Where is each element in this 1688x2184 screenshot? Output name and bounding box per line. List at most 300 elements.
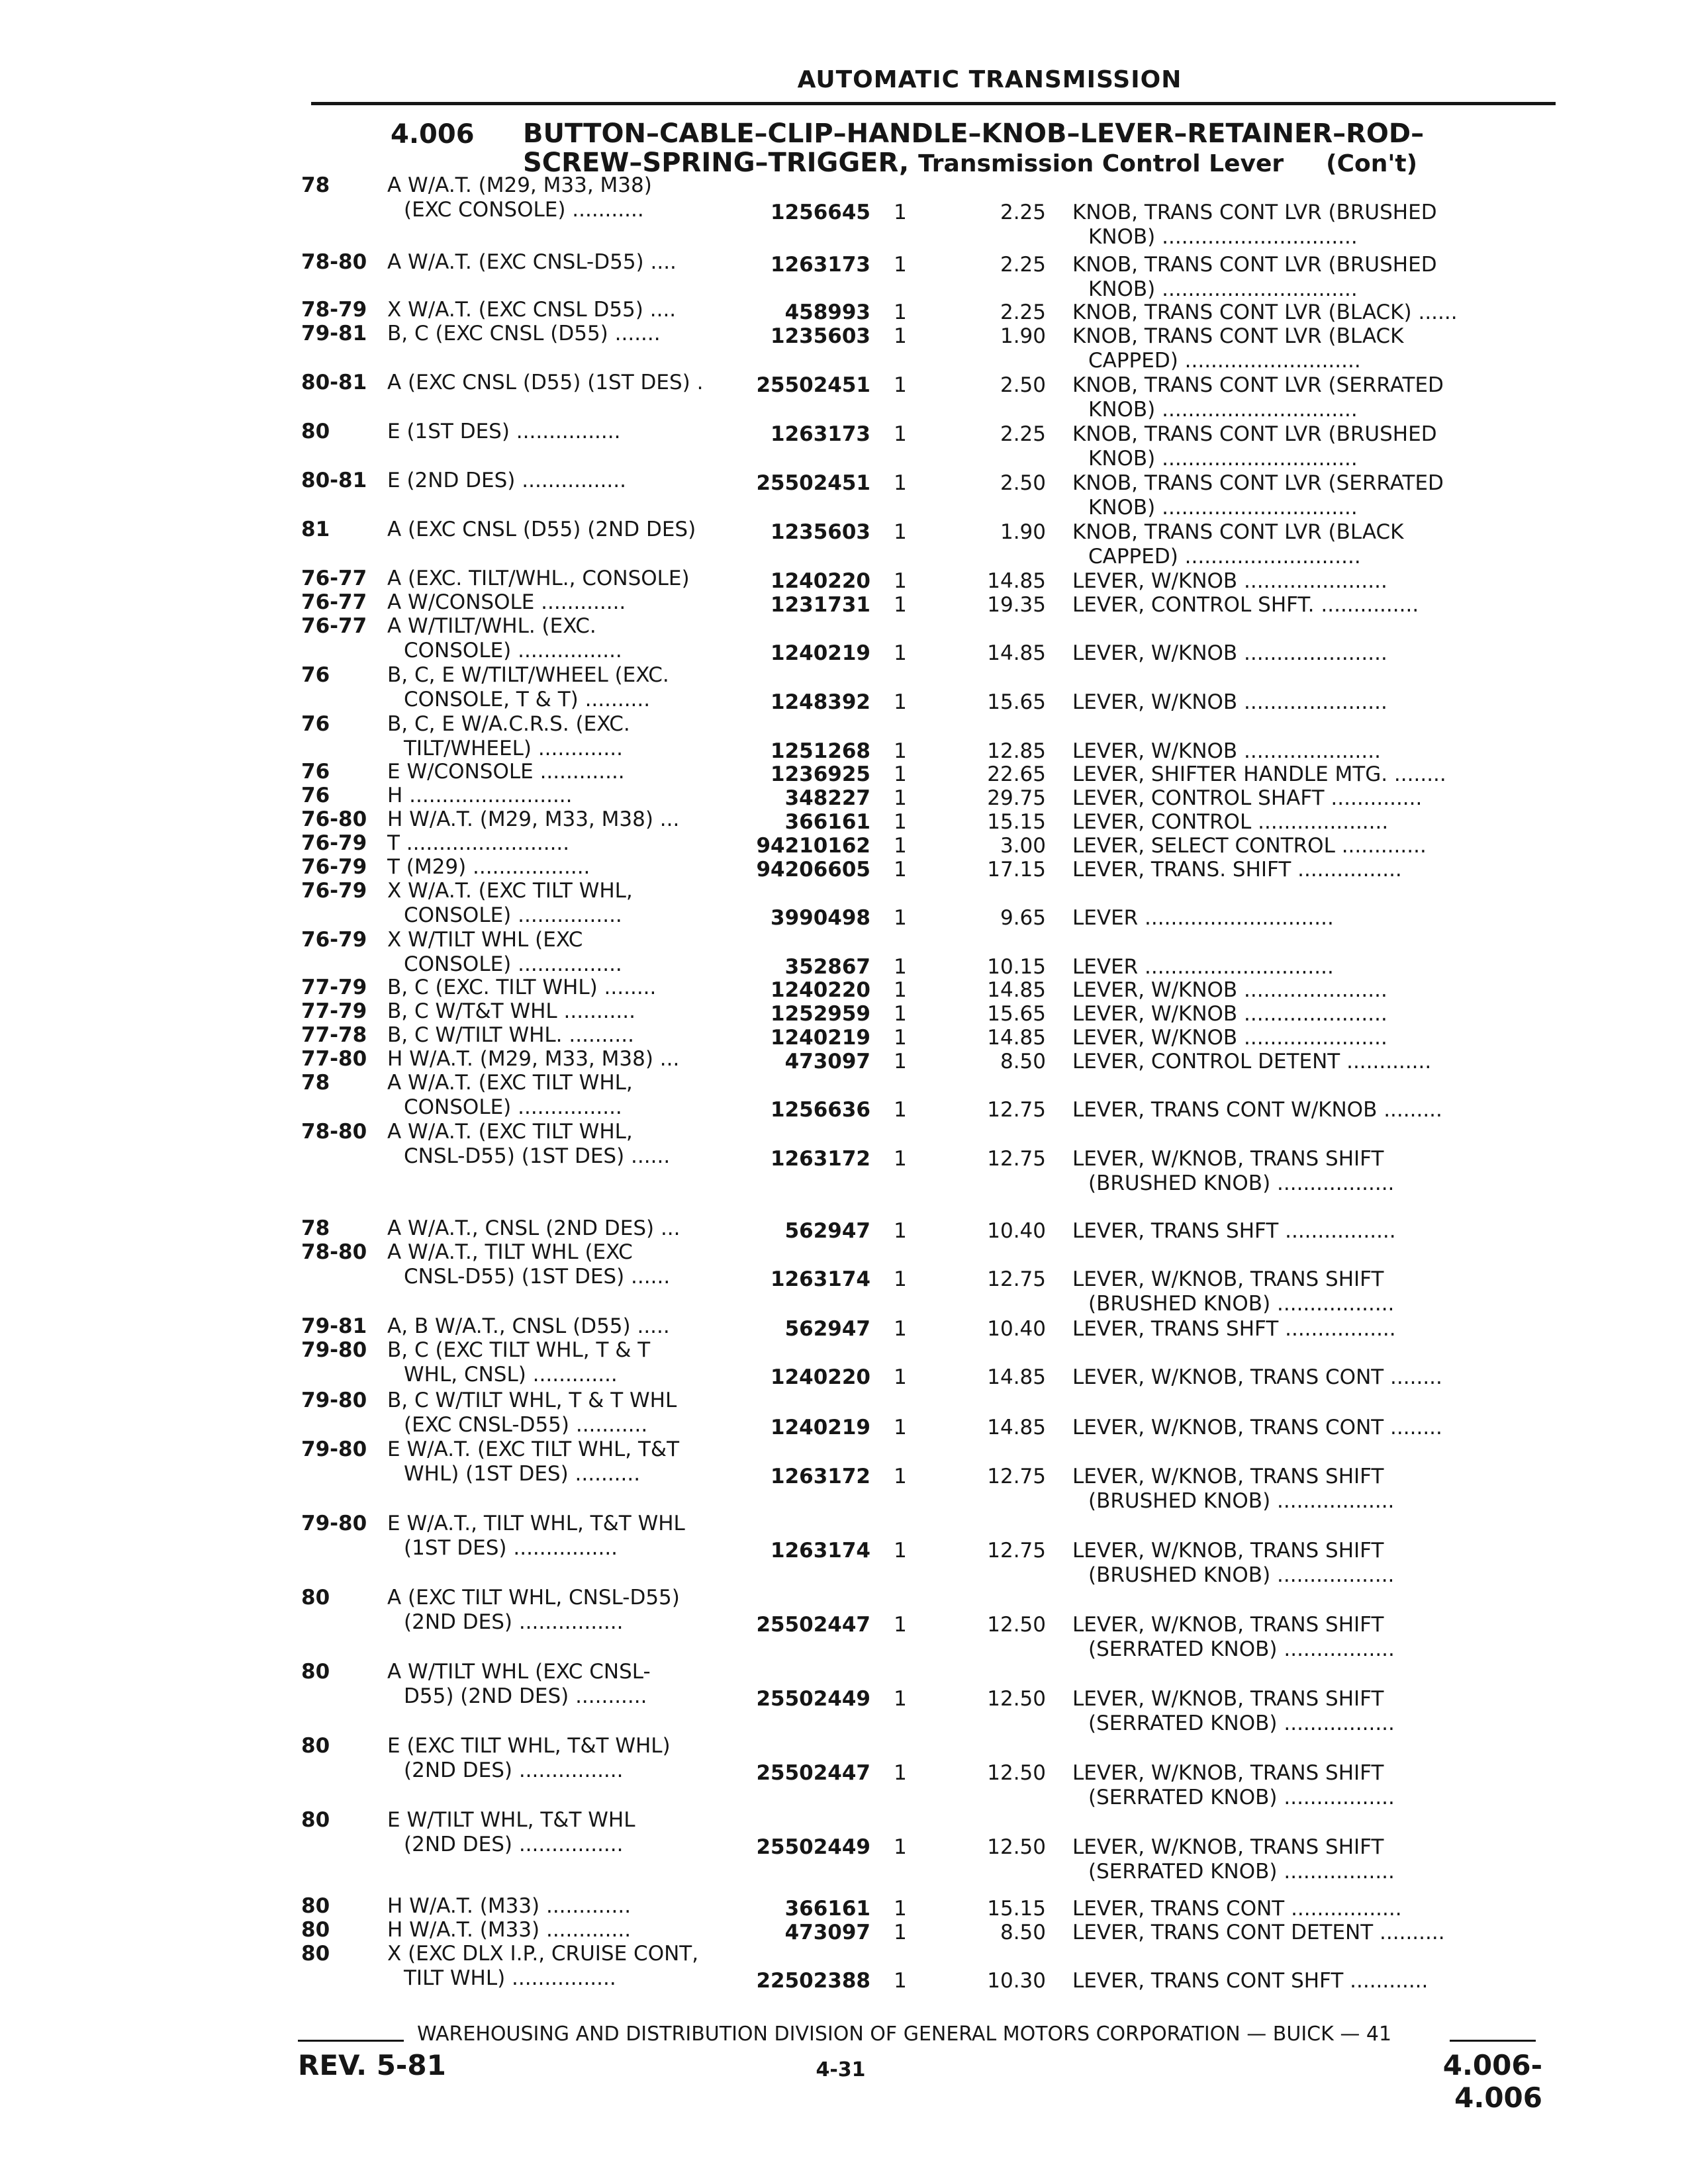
quantity: 1 — [894, 300, 907, 324]
application-line-1: E (2ND DES) ................ — [387, 469, 626, 492]
part-name-line-1: KNOB, TRANS CONT LVR (BLACK — [1072, 520, 1404, 544]
application-line-1: A W/A.T., TILT WHL (EXC — [387, 1240, 633, 1264]
part-name-line-1: LEVER, W/KNOB, TRANS CONT ........ — [1072, 1365, 1442, 1389]
part-name — [1072, 1002, 1556, 1026]
part-name — [1072, 300, 1556, 325]
application-line-2: CNSL-D55) (1ST DES) ...... — [404, 1265, 671, 1289]
quantity: 1 — [894, 762, 907, 786]
quantity: 1 — [894, 1026, 907, 1050]
model-year: 80-81 — [301, 469, 367, 492]
model-year: 79-81 — [301, 1314, 367, 1338]
quantity: 1 — [894, 906, 907, 930]
quantity: 1 — [894, 1317, 907, 1341]
part-number: 1263172 — [771, 1465, 870, 1488]
part-number: 1240219 — [771, 1416, 870, 1439]
part-number: 562947 — [784, 1317, 870, 1341]
part-name-line-1: LEVER, W/KNOB, TRANS SHIFT — [1072, 1147, 1384, 1171]
part-name-line-1: LEVER, W/KNOB, TRANS SHIFT — [1072, 1761, 1384, 1785]
part-number: 3990498 — [771, 906, 870, 930]
part-name — [1072, 593, 1556, 617]
price: 29.75 — [987, 786, 1046, 810]
part-name-line-1: LEVER, CONTROL .................... — [1072, 810, 1389, 834]
revision-label: REV. 5-81 — [298, 2049, 446, 2081]
part-name — [1072, 520, 1556, 569]
price: 3.00 — [1000, 834, 1046, 858]
price: 12.75 — [987, 1267, 1046, 1291]
part-name-line-1: LEVER, W/KNOB, TRANS SHIFT — [1072, 1687, 1384, 1711]
quantity: 1 — [894, 1897, 907, 1921]
model-year: 76 — [301, 663, 330, 687]
part-name-line-1: LEVER, TRANS CONT W/KNOB ......... — [1072, 1098, 1442, 1122]
model-year: 80 — [301, 420, 330, 443]
model-year: 76-79 — [301, 831, 367, 855]
part-number: 25502449 — [756, 1687, 870, 1711]
part-number: 348227 — [784, 786, 870, 810]
application-line-2: (2ND DES) ................ — [404, 1833, 624, 1856]
quantity: 1 — [894, 201, 907, 224]
part-name-line-2: (SERRATED KNOB) ................. — [1088, 1786, 1395, 1809]
model-year: 76-79 — [301, 879, 367, 903]
part-name-line-2: KNOB) .............................. — [1088, 398, 1358, 422]
group-range: 4.006-4.006 — [1442, 2049, 1542, 2114]
part-name-line-1: LEVER, W/KNOB ..................... — [1072, 739, 1381, 763]
part-number: 1235603 — [771, 520, 870, 544]
quantity: 1 — [894, 1539, 907, 1563]
quantity: 1 — [894, 471, 907, 495]
part-number: 473097 — [784, 1921, 870, 1944]
application-line-2: CONSOLE) ................ — [404, 952, 622, 976]
part-name — [1072, 1761, 1556, 1810]
price: 14.85 — [987, 569, 1046, 593]
part-name — [1072, 1465, 1556, 1514]
part-name-line-1: KNOB, TRANS CONT LVR (SERRATED — [1072, 471, 1444, 495]
quantity: 1 — [894, 1365, 907, 1389]
part-number: 1256645 — [771, 201, 870, 224]
model-year: 80 — [301, 1586, 330, 1610]
quantity: 1 — [894, 569, 907, 593]
part-name-line-1: LEVER, TRANS CONT DETENT .......... — [1072, 1921, 1445, 1944]
application-line-2: (EXC CONSOLE) ........... — [404, 198, 644, 222]
application-line-1: E W/A.T., TILT WHL, T&T WHL — [387, 1512, 685, 1535]
part-number: 25502449 — [756, 1835, 870, 1859]
footer-rule-right — [1450, 2040, 1536, 2042]
part-name — [1072, 471, 1556, 520]
application-line-2: CONSOLE) ................ — [404, 639, 622, 662]
model-year: 76-77 — [301, 590, 367, 614]
model-year: 76-77 — [301, 567, 367, 590]
part-name-line-1: KNOB, TRANS CONT LVR (BRUSHED — [1072, 201, 1437, 224]
model-year: 76-77 — [301, 614, 367, 638]
price: 12.75 — [987, 1147, 1046, 1171]
part-name-line-1: LEVER ............................. — [1072, 906, 1334, 930]
part-name — [1072, 1365, 1556, 1390]
part-name — [1072, 834, 1556, 858]
part-number: 1240220 — [771, 978, 870, 1002]
price: 12.85 — [987, 739, 1046, 763]
application-line-1: H W/A.T. (M29, M33, M38) ... — [387, 807, 680, 831]
part-name — [1072, 690, 1556, 715]
quantity: 1 — [894, 810, 907, 834]
part-number: 1240220 — [771, 569, 870, 593]
part-name-line-1: LEVER, W/KNOB ...................... — [1072, 690, 1387, 714]
part-name — [1072, 1539, 1556, 1588]
model-year: 76 — [301, 784, 330, 807]
price: 19.35 — [987, 593, 1046, 617]
part-name-line-1: LEVER, CONTROL SHFT. ............... — [1072, 593, 1419, 617]
part-name-line-1: LEVER, W/KNOB, TRANS SHIFT — [1072, 1613, 1384, 1637]
application-line-1: X (EXC DLX I.P., CRUISE CONT, — [387, 1942, 699, 1966]
quantity: 1 — [894, 1465, 907, 1488]
group-number: 4.006 — [391, 119, 475, 150]
part-name-line-1: KNOB, TRANS CONT LVR (BRUSHED — [1072, 253, 1437, 277]
part-name — [1072, 1969, 1556, 1993]
quantity: 1 — [894, 253, 907, 277]
application-line-1: B, C (EXC TILT WHL, T & T — [387, 1338, 651, 1362]
quantity: 1 — [894, 1416, 907, 1439]
part-number: 25502447 — [756, 1761, 870, 1785]
model-year: 77-80 — [301, 1047, 367, 1071]
price: 12.50 — [987, 1613, 1046, 1637]
price: 9.65 — [1000, 906, 1046, 930]
quantity: 1 — [894, 422, 907, 446]
model-year: 76-80 — [301, 807, 367, 831]
quantity: 1 — [894, 1002, 907, 1026]
model-year: 76 — [301, 712, 330, 736]
application-line-1: E W/A.T. (EXC TILT WHL, T&T — [387, 1437, 680, 1461]
part-number: 473097 — [784, 1050, 870, 1073]
price: 10.40 — [987, 1317, 1046, 1341]
part-name — [1072, 1219, 1556, 1244]
application-line-1: A W/A.T. (EXC TILT WHL, — [387, 1120, 633, 1144]
part-name-line-2: KNOB) .............................. — [1088, 277, 1358, 301]
quantity: 1 — [894, 739, 907, 763]
part-number: 25502447 — [756, 1613, 870, 1637]
model-year: 76-79 — [301, 928, 367, 952]
application-line-2: CONSOLE) ................ — [404, 1095, 622, 1119]
part-name — [1072, 1687, 1556, 1736]
part-name — [1072, 641, 1556, 666]
application-line-1: A W/CONSOLE ............. — [387, 590, 626, 614]
application-line-1: H W/A.T. (M29, M33, M38) ... — [387, 1047, 680, 1071]
price: 15.65 — [987, 1002, 1046, 1026]
part-name — [1072, 422, 1556, 471]
application-line-2: TILT WHL) ................ — [404, 1966, 616, 1990]
application-line-1: A (EXC CNSL (D55) (1ST DES) . — [387, 371, 704, 394]
part-number: 1263174 — [771, 1267, 870, 1291]
quantity: 1 — [894, 978, 907, 1002]
model-year: 78-80 — [301, 250, 367, 274]
part-name-line-1: LEVER, W/KNOB ...................... — [1072, 1002, 1387, 1026]
part-name-line-2: KNOB) .............................. — [1088, 447, 1358, 471]
quantity: 1 — [894, 1267, 907, 1291]
part-name-line-1: LEVER, TRANS CONT SHFT ............ — [1072, 1969, 1429, 1993]
part-name-line-1: LEVER, SHIFTER HANDLE MTG. ........ — [1072, 762, 1446, 786]
model-year: 79-80 — [301, 1437, 367, 1461]
model-year: 78-80 — [301, 1120, 367, 1144]
part-name-line-2: KNOB) .............................. — [1088, 225, 1358, 249]
application-line-2: CNSL-D55) (1ST DES) ...... — [404, 1144, 671, 1168]
application-line-1: B, C, E W/TILT/WHEEL (EXC. — [387, 663, 669, 687]
application-line-2: TILT/WHEEL) ............. — [404, 737, 623, 760]
model-year: 79-80 — [301, 1388, 367, 1412]
application-line-1: A (EXC TILT WHL, CNSL-D55) — [387, 1586, 680, 1610]
price: 1.90 — [1000, 520, 1046, 544]
part-number: 1263173 — [771, 422, 870, 446]
model-year: 80 — [301, 1660, 330, 1684]
price: 15.15 — [987, 810, 1046, 834]
model-year: 78 — [301, 173, 330, 197]
part-name-line-1: LEVER, W/KNOB, TRANS SHIFT — [1072, 1267, 1384, 1291]
application-line-2: (EXC CNSL-D55) ........... — [404, 1413, 648, 1437]
application-line-1: E W/TILT WHL, T&T WHL — [387, 1808, 635, 1832]
application-line-1: H W/A.T. (M33) ............. — [387, 1918, 632, 1942]
model-year: 80 — [301, 1942, 330, 1966]
application-line-1: B, C (EXC. TILT WHL) ........ — [387, 976, 657, 999]
application-line-1: A (EXC. TILT/WHL., CONSOLE) — [387, 567, 690, 590]
part-number: 1240219 — [771, 1026, 870, 1050]
quantity: 1 — [894, 593, 907, 617]
price: 2.25 — [1000, 300, 1046, 324]
part-number: 366161 — [784, 810, 870, 834]
model-year: 80 — [301, 1808, 330, 1832]
part-name — [1072, 1921, 1556, 1945]
footer-text: WAREHOUSING AND DISTRIBUTION DIVISION OF GENERAL MOTORS CORPORATION — BUICK — 41 — [417, 2023, 1392, 2046]
continued-label: (Con't) — [1326, 150, 1418, 177]
application-line-1: H W/A.T. (M33) ............. — [387, 1894, 632, 1918]
price: 14.85 — [987, 978, 1046, 1002]
part-name-line-1: KNOB, TRANS CONT LVR (BLACK) ...... — [1072, 300, 1458, 324]
quantity: 1 — [894, 1969, 907, 1993]
group-subtitle: Transmission Control Lever — [918, 150, 1284, 177]
application-line-2: D55) (2ND DES) ........... — [404, 1684, 647, 1708]
part-number: 1231731 — [771, 593, 870, 617]
application-line-1: E (1ST DES) ................ — [387, 420, 621, 443]
quantity: 1 — [894, 520, 907, 544]
application-line-1: H ......................... — [387, 784, 573, 807]
part-name — [1072, 1267, 1556, 1316]
quantity: 1 — [894, 1921, 907, 1944]
model-year: 79-81 — [301, 322, 367, 345]
part-name — [1072, 1098, 1556, 1122]
quantity: 1 — [894, 1835, 907, 1859]
quantity: 1 — [894, 1147, 907, 1171]
quantity: 1 — [894, 641, 907, 665]
part-name-line-1: LEVER, W/KNOB ...................... — [1072, 641, 1387, 665]
quantity: 1 — [894, 1098, 907, 1122]
quantity: 1 — [894, 1613, 907, 1637]
price: 12.50 — [987, 1687, 1046, 1711]
part-name-line-1: KNOB, TRANS CONT LVR (SERRATED — [1072, 373, 1444, 397]
price: 12.75 — [987, 1539, 1046, 1563]
application-line-1: X W/TILT WHL (EXC — [387, 928, 583, 952]
part-name — [1072, 786, 1556, 811]
model-year: 78-79 — [301, 298, 367, 322]
application-line-2: WHL) (1ST DES) .......... — [404, 1462, 641, 1486]
part-number: 1240220 — [771, 1365, 870, 1389]
part-name-line-1: LEVER, W/KNOB, TRANS CONT ........ — [1072, 1416, 1442, 1439]
price: 14.85 — [987, 1416, 1046, 1439]
part-name-line-2: (SERRATED KNOB) ................. — [1088, 1711, 1395, 1735]
model-year: 80 — [301, 1734, 330, 1758]
application-line-1: B, C, E W/A.C.R.S. (EXC. — [387, 712, 630, 736]
quantity: 1 — [894, 834, 907, 858]
part-name-line-1: LEVER, TRANS SHFT ................. — [1072, 1317, 1396, 1341]
application-line-1: A W/TILT WHL (EXC CNSL- — [387, 1660, 651, 1684]
part-name — [1072, 1050, 1556, 1074]
part-name — [1072, 978, 1556, 1003]
part-name-line-1: LEVER ............................. — [1072, 955, 1334, 979]
part-name-line-2: CAPPED) ........................... — [1088, 349, 1361, 373]
price: 10.30 — [987, 1969, 1046, 1993]
quantity: 1 — [894, 858, 907, 882]
part-name — [1072, 1317, 1556, 1342]
quantity: 1 — [894, 690, 907, 714]
application-line-1: X W/A.T. (EXC CNSL D55) .... — [387, 298, 677, 322]
part-number: 1251268 — [771, 739, 870, 763]
price: 15.65 — [987, 690, 1046, 714]
quantity: 1 — [894, 1761, 907, 1785]
model-year: 81 — [301, 518, 330, 541]
application-line-1: A, B W/A.T., CNSL (D55) ..... — [387, 1314, 670, 1338]
part-name-line-2: (BRUSHED KNOB) .................. — [1088, 1292, 1395, 1316]
application-line-1: T (M29) .................. — [387, 855, 590, 879]
price: 8.50 — [1000, 1921, 1046, 1944]
part-number: 1240219 — [771, 641, 870, 665]
part-name — [1072, 1026, 1556, 1050]
quantity: 1 — [894, 786, 907, 810]
application-line-1: T ......................... — [387, 831, 570, 855]
part-name-line-1: LEVER, W/KNOB, TRANS SHIFT — [1072, 1465, 1384, 1488]
part-name — [1072, 201, 1556, 250]
part-number: 22502388 — [756, 1969, 870, 1993]
price: 2.25 — [1000, 253, 1046, 277]
price: 10.15 — [987, 955, 1046, 979]
part-name — [1072, 858, 1556, 882]
model-year: 80 — [301, 1918, 330, 1942]
application-line-1: B, C W/TILT WHL. .......... — [387, 1023, 634, 1047]
part-name-line-2: (BRUSHED KNOB) .................. — [1088, 1563, 1395, 1587]
model-year: 76-79 — [301, 855, 367, 879]
price: 10.40 — [987, 1219, 1046, 1243]
quantity: 1 — [894, 1050, 907, 1073]
part-number: 94210162 — [756, 834, 870, 858]
part-name-line-1: LEVER, W/KNOB, TRANS SHIFT — [1072, 1539, 1384, 1563]
quantity: 1 — [894, 955, 907, 979]
part-number: 1248392 — [771, 690, 870, 714]
part-number: 94206605 — [756, 858, 870, 882]
price: 12.75 — [987, 1465, 1046, 1488]
part-name — [1072, 1147, 1556, 1196]
quantity: 1 — [894, 373, 907, 397]
application-line-1: A W/A.T., CNSL (2ND DES) ... — [387, 1216, 680, 1240]
model-year: 78 — [301, 1071, 330, 1095]
part-name-line-2: CAPPED) ........................... — [1088, 545, 1361, 569]
part-name-line-1: LEVER, W/KNOB, TRANS SHIFT — [1072, 1835, 1384, 1859]
part-name-line-2: (SERRATED KNOB) ................. — [1088, 1860, 1395, 1884]
part-name — [1072, 1416, 1556, 1440]
part-name-line-2: KNOB) .............................. — [1088, 496, 1358, 520]
part-name-line-2: (SERRATED KNOB) ................. — [1088, 1637, 1395, 1661]
part-number: 1236925 — [771, 762, 870, 786]
application-line-2: CONSOLE, T & T) .......... — [404, 688, 651, 711]
part-name-line-1: LEVER, W/KNOB ...................... — [1072, 569, 1387, 593]
part-number: 562947 — [784, 1219, 870, 1243]
part-name — [1072, 1613, 1556, 1662]
part-name-line-1: LEVER, W/KNOB ...................... — [1072, 978, 1387, 1002]
application-line-2: CONSOLE) ................ — [404, 903, 622, 927]
price: 2.50 — [1000, 373, 1046, 397]
part-name-line-1: LEVER, CONTROL DETENT ............. — [1072, 1050, 1432, 1073]
part-name — [1072, 810, 1556, 835]
quantity: 1 — [894, 324, 907, 348]
part-name — [1072, 762, 1556, 787]
price: 2.50 — [1000, 471, 1046, 495]
part-number: 25502451 — [756, 373, 870, 397]
application-line-1: X W/A.T. (EXC TILT WHL, — [387, 879, 633, 903]
model-year: 76 — [301, 760, 330, 784]
group-title-line2: SCREW–SPRING–TRIGGER, — [523, 148, 910, 178]
part-number: 25502451 — [756, 471, 870, 495]
price: 2.25 — [1000, 201, 1046, 224]
application-line-1: A W/A.T. (EXC TILT WHL, — [387, 1071, 633, 1095]
part-name-line-2: (BRUSHED KNOB) .................. — [1088, 1489, 1395, 1513]
model-year: 77-79 — [301, 976, 367, 999]
part-name — [1072, 906, 1556, 931]
part-name-line-1: LEVER, TRANS. SHIFT ................ — [1072, 858, 1402, 882]
part-name-line-1: LEVER, TRANS SHFT ................. — [1072, 1219, 1396, 1243]
part-number: 1263172 — [771, 1147, 870, 1171]
model-year: 77-78 — [301, 1023, 367, 1047]
part-name-line-1: LEVER, W/KNOB ...................... — [1072, 1026, 1387, 1050]
part-name — [1072, 569, 1556, 594]
model-year: 80 — [301, 1894, 330, 1918]
model-year: 78 — [301, 1216, 330, 1240]
application-line-2: WHL, CNSL) ............. — [404, 1363, 618, 1387]
model-year: 78-80 — [301, 1240, 367, 1264]
part-name — [1072, 253, 1556, 302]
part-name-line-1: LEVER, SELECT CONTROL ............. — [1072, 834, 1427, 858]
application-line-2: (1ST DES) ................ — [404, 1536, 618, 1560]
model-year: 79-80 — [301, 1338, 367, 1362]
part-name — [1072, 1897, 1556, 1921]
application-line-1: B, C W/TILT WHL, T & T WHL — [387, 1388, 677, 1412]
price: 14.85 — [987, 1365, 1046, 1389]
part-name-line-2: (BRUSHED KNOB) .................. — [1088, 1171, 1395, 1195]
price: 12.50 — [987, 1835, 1046, 1859]
model-year: 77-79 — [301, 999, 367, 1023]
price: 12.75 — [987, 1098, 1046, 1122]
application-line-1: A W/A.T. (M29, M33, M38) — [387, 173, 652, 197]
part-name — [1072, 955, 1556, 979]
part-number: 1263174 — [771, 1539, 870, 1563]
application-line-1: E W/CONSOLE ............. — [387, 760, 625, 784]
part-number: 1235603 — [771, 324, 870, 348]
part-number: 1256636 — [771, 1098, 870, 1122]
part-name — [1072, 324, 1556, 373]
price: 8.50 — [1000, 1050, 1046, 1073]
price: 14.85 — [987, 641, 1046, 665]
application-line-1: B, C W/T&T WHL ........... — [387, 999, 635, 1023]
price: 17.15 — [987, 858, 1046, 882]
application-line-2: (2ND DES) ................ — [404, 1610, 624, 1634]
footer-rule-left — [298, 2040, 404, 2042]
section-title: AUTOMATIC TRANSMISSION — [797, 66, 1182, 93]
part-name-line-1: LEVER, TRANS CONT ................. — [1072, 1897, 1402, 1921]
part-name-line-1: LEVER, CONTROL SHAFT .............. — [1072, 786, 1423, 810]
part-name — [1072, 739, 1556, 764]
part-name — [1072, 1835, 1556, 1884]
part-number: 1263173 — [771, 253, 870, 277]
